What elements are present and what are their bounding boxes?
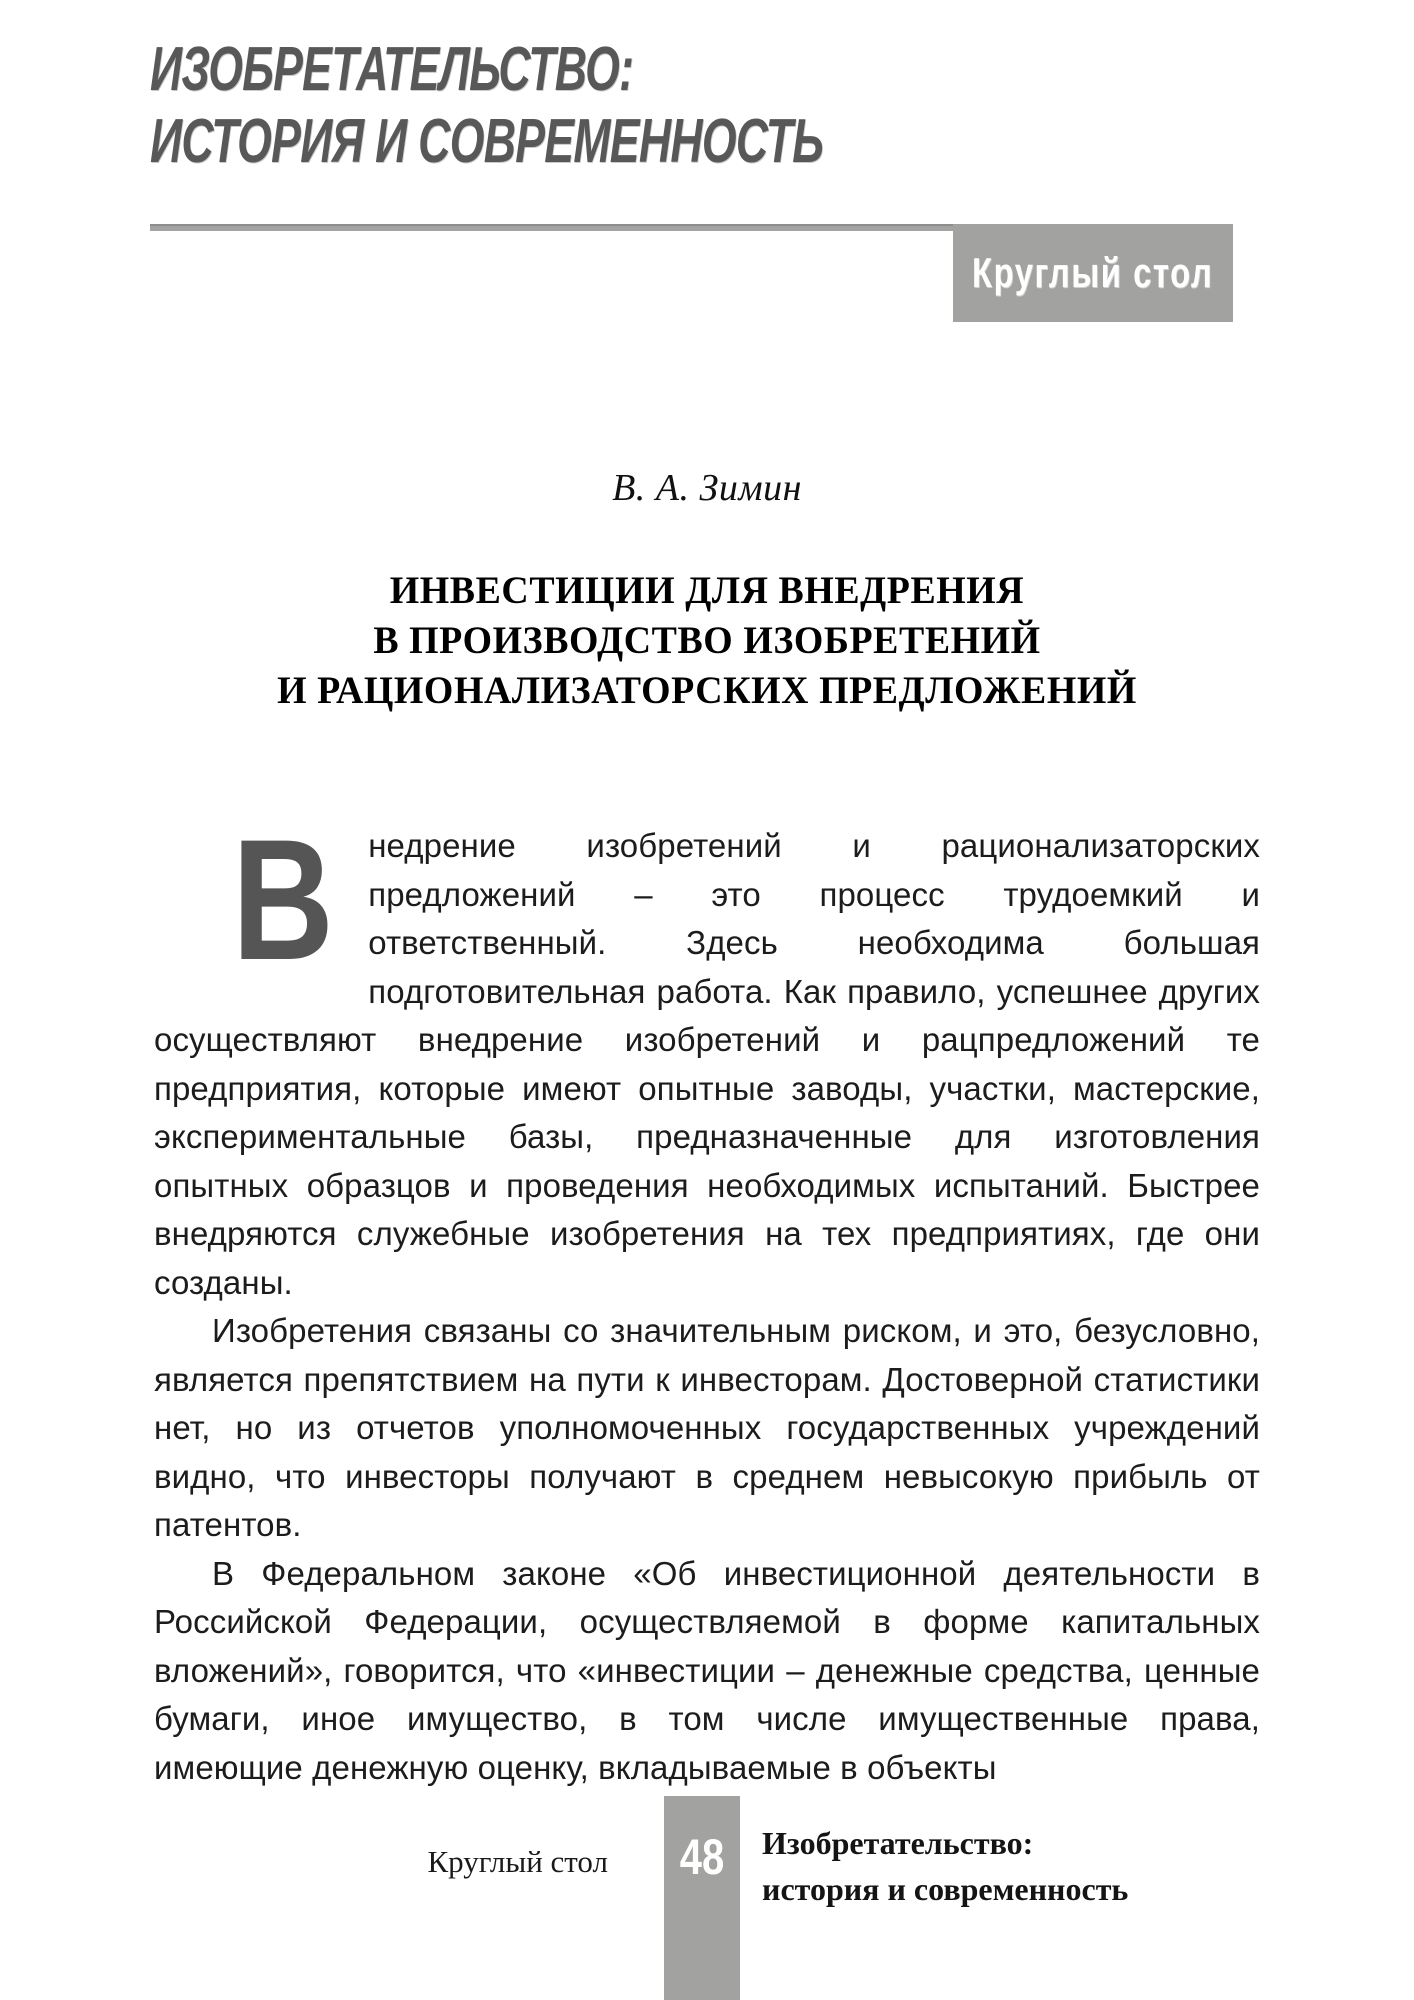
section-badge-label: Круглый стол	[972, 249, 1214, 296]
masthead	[150, 34, 1250, 178]
body-paragraph-1: недрение изобретений и рационализаторских предложений – это процесс трудоемкий и ответственный. Здесь необходима большая подготовительная работа. Как правило, успешнее других осуществляют внедрение изобретений и рацпредложений те предприятия, которые имеют опытные заводы, участки, мастерские, экспериментальные базы, предназначенные для изготовления опытных образцов и проведения необходимых испытаний. Быстрее внедряются служебные изобретения на тех предприятиях, где они созданы.	[154, 827, 1260, 1301]
body-paragraph-2: Изобретения связаны со значительным риском, и это, безусловно, является препятствием на пути к инвесторам. Достоверной статистики нет, но из отчетов уполномоченных государственных учреждений видно, что инвесторы получают в среднем невысокую прибыль от патентов.	[154, 1312, 1260, 1543]
drop-cap: В	[232, 804, 334, 996]
footer-journal-line-1: Изобретательство:	[762, 1825, 1034, 1861]
masthead-title-line-1: ИЗОБРЕТАТЕЛЬСТВО:	[150, 35, 634, 104]
masthead-divider-rule	[150, 224, 956, 231]
article-title-line-3: И РАЦИОНАЛИЗАТОРСКИХ ПРЕДЛОЖЕНИЙ	[277, 669, 1137, 712]
article-body	[154, 804, 1260, 1792]
section-badge-roundtable	[953, 224, 1233, 322]
article-title-line-2: В ПРОИЗВОДСТВО ИЗОБРЕТЕНИЙ	[373, 619, 1041, 662]
footer-page-number-box	[664, 1796, 740, 2000]
article-title-line-1: ИНВЕСТИЦИИ ДЛЯ ВНЕДРЕНИЯ	[389, 569, 1025, 612]
article-title	[0, 566, 1414, 716]
footer-section-name: Круглый стол	[427, 1844, 608, 1879]
article-author: В. А. Зимин	[612, 467, 802, 509]
page-footer	[0, 1796, 1414, 2000]
body-paragraph-3: В Федеральном законе «Об инвестиционной деятельности в Российской Федерации, осуществляемой в форме капитальных вложений», говорится, что «инвестиции – денежные средства, ценные бумаги, иное имущество, в том числе имущественные права, имеющие денежную оценку, вкладываемые в объекты	[154, 1554, 1260, 1786]
footer-page-number: 48	[679, 1829, 725, 1885]
footer-journal-line-2: история и современность	[762, 1871, 1129, 1907]
masthead-title-line-2: ИСТОРИЯ И СОВРЕМЕННОСТЬ	[150, 107, 824, 176]
footer-journal-name	[762, 1820, 1128, 1912]
